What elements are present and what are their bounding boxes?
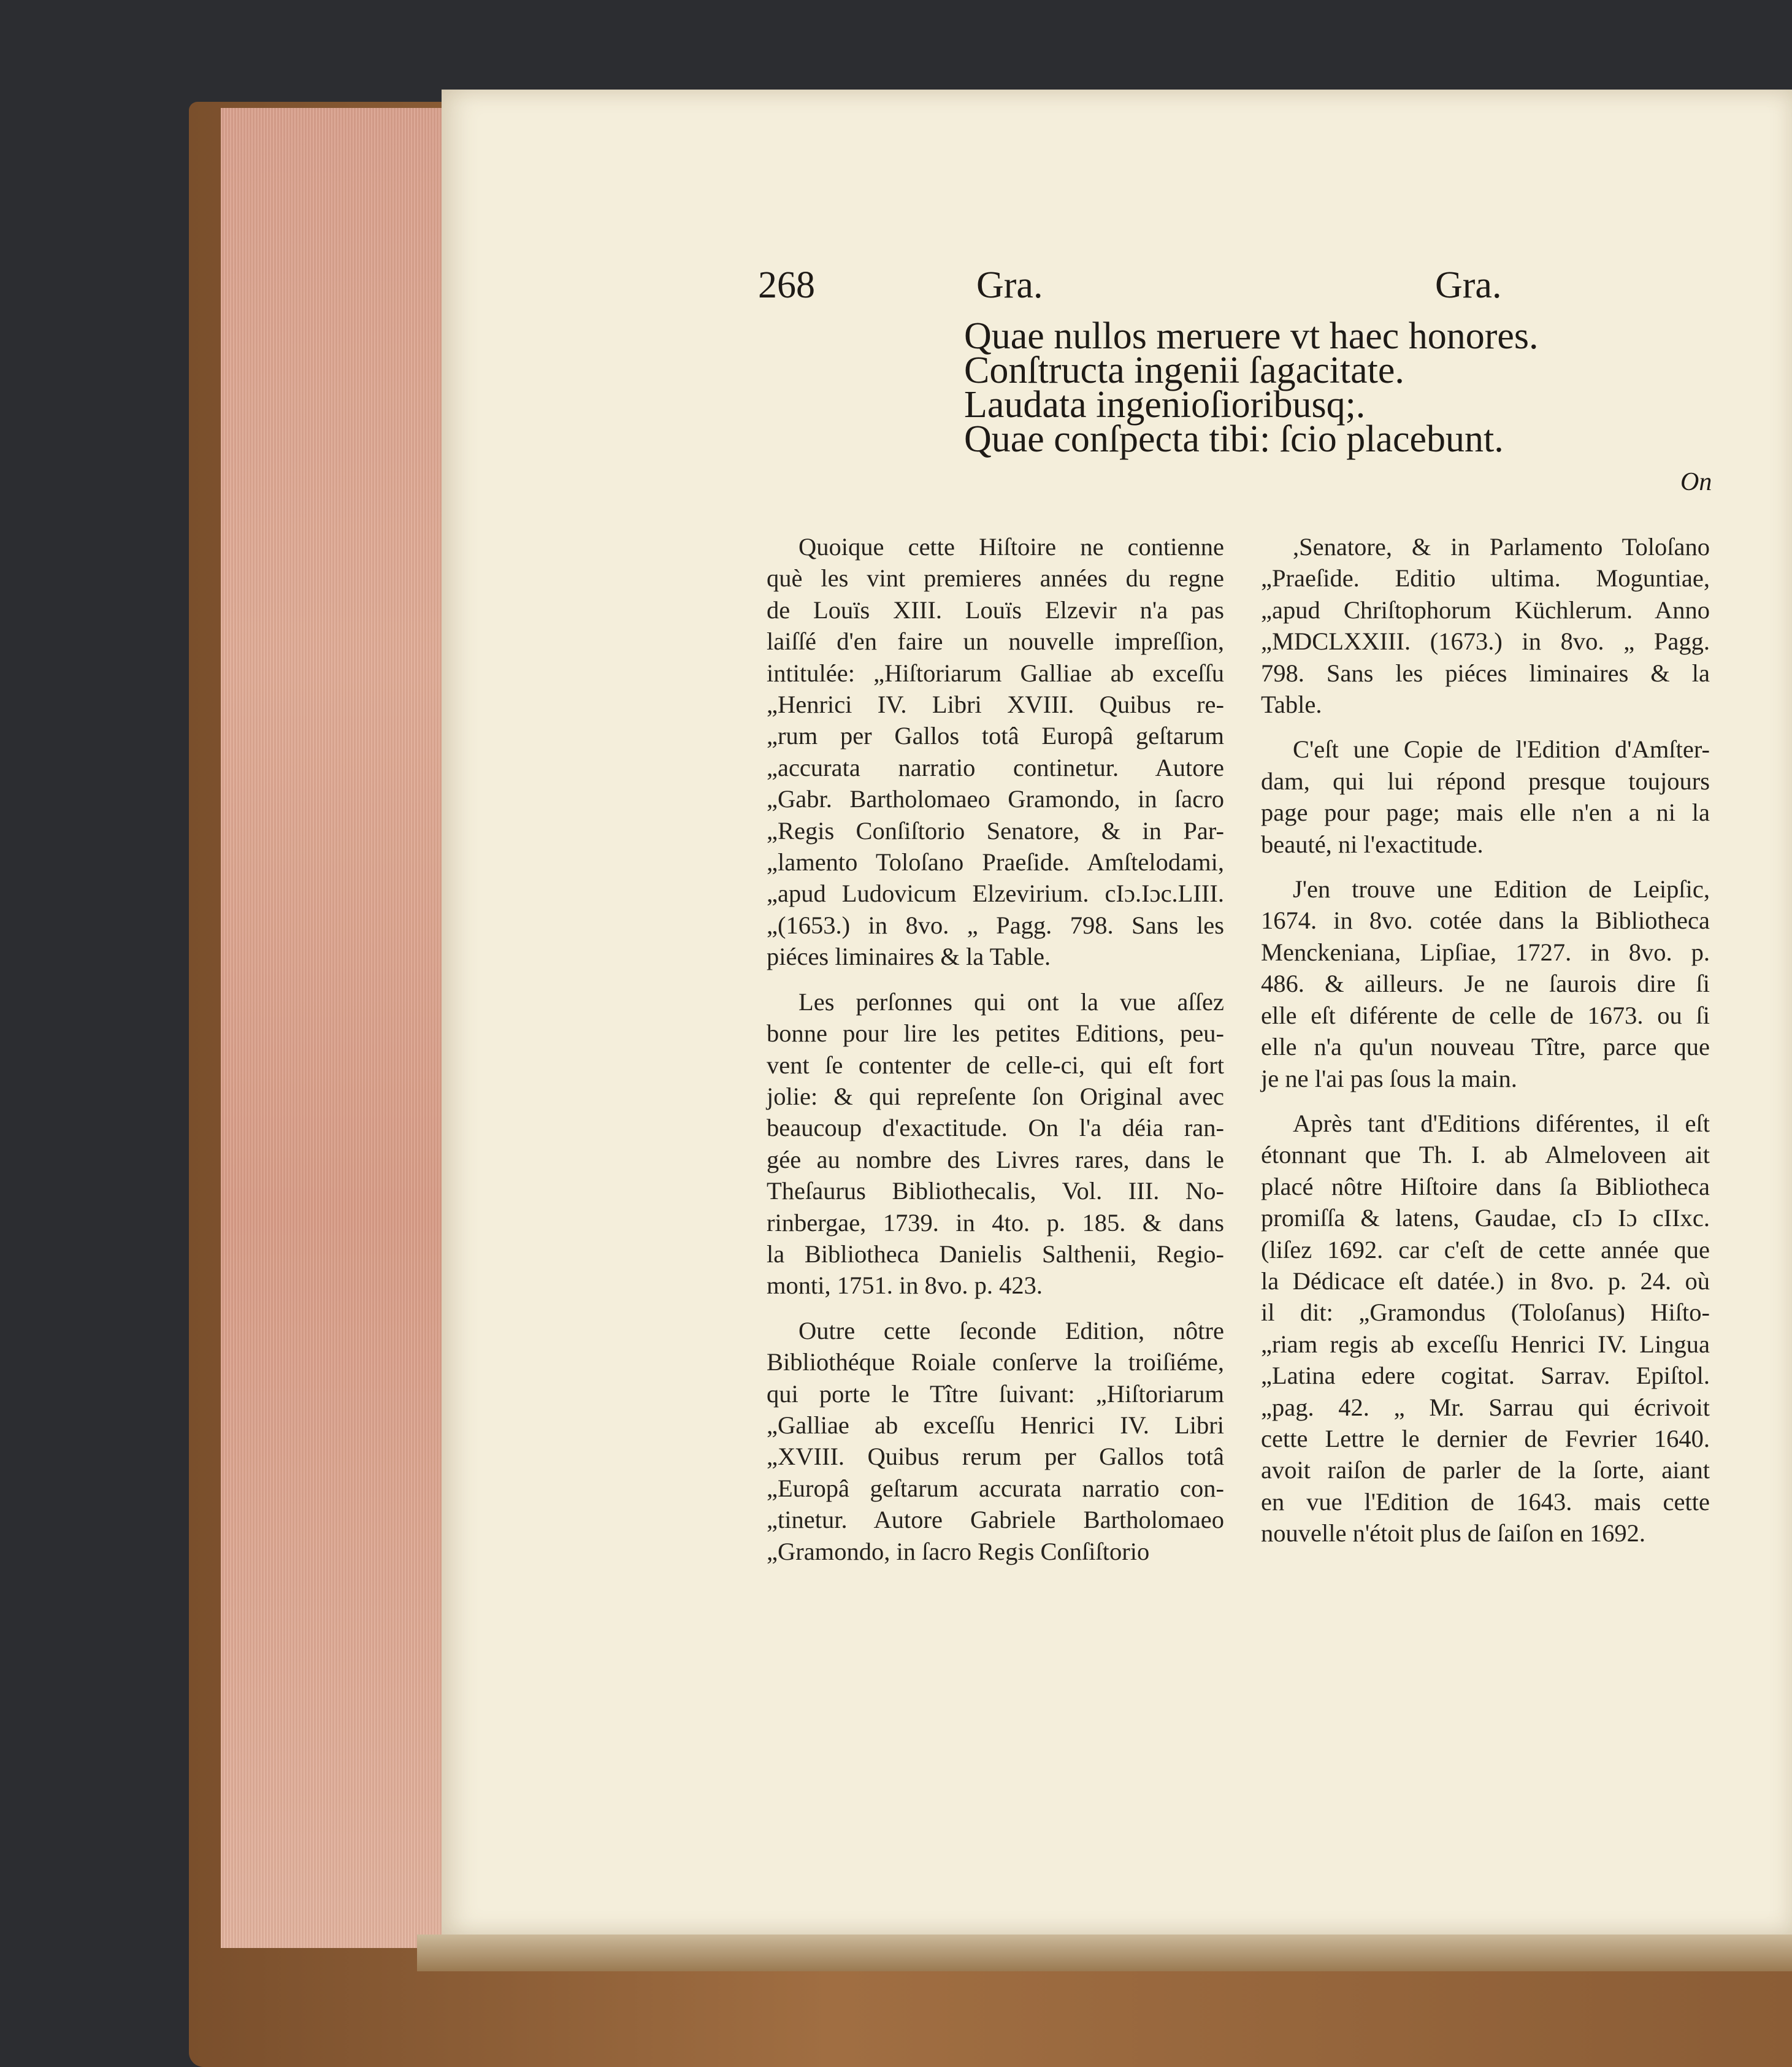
text-line: elle n'a qu'un nouveau Tître, parce que	[1261, 1033, 1710, 1061]
text-line: „lamento Toloſano Praeſide. Amſtelodami,	[767, 848, 1224, 876]
text-line: dam, qui lui répond presque toujours	[1261, 767, 1710, 795]
left-column	[767, 531, 1224, 1581]
text-line: 1674. in 8vo. cotée dans la Bibliotheca	[1261, 907, 1710, 935]
text-line: cette Lettre le dernier de Fevrier 1640.	[1261, 1424, 1710, 1452]
text-line: Les perſonnes qui ont la vue aſſez	[798, 987, 1224, 1016]
text-line: „Praeſide. Editio ultima. Moguntiae,	[1261, 564, 1710, 592]
text-line: (liſez 1692. car c'eſt de cette année que	[1261, 1235, 1710, 1264]
text-line: „accurata narratio continetur. Autore	[767, 753, 1224, 781]
text-line: „riam regis ab exceſſu Henrici IV. Lingua	[1261, 1330, 1710, 1358]
text-line: bonne pour lire les petites Editions, peu-	[767, 1019, 1224, 1048]
catchword: On	[1680, 468, 1712, 496]
text-line: monti, 1751. in 8vo. p. 423.	[767, 1271, 1043, 1300]
text-line: beaucoup d'exactitude. On l'a déia ran-	[767, 1114, 1224, 1142]
text-line: étonnant que Th. I. ab Almeloveen ait	[1261, 1141, 1710, 1169]
text-line: Après tant d'Editions diférentes, il eſt	[1293, 1109, 1710, 1137]
text-line: „Gabr. Bartholomaeo Gramondo, in ſacro	[767, 785, 1224, 813]
text-line: „MDCLXXIII. (1673.) in 8vo. „ Pagg.	[1261, 627, 1710, 656]
text-line: qui porte le Tître ſuivant: „Hiſtoriarum	[767, 1379, 1224, 1408]
text-line: en vue l'Edition de 1643. mais cette	[1261, 1487, 1710, 1516]
text-line: Table.	[1261, 691, 1322, 719]
text-line: vent ſe contenter de celle-ci, qui eſt fort	[767, 1051, 1224, 1079]
text-line: avoit raiſon de parler de la ſorte, aiant	[1261, 1456, 1710, 1484]
text-line: la Bibliotheca Danielis Salthenii, Regio-	[767, 1240, 1224, 1268]
text-line: „pag. 42. „ Mr. Sarrau qui écrivoit	[1261, 1393, 1710, 1421]
text-line: beauté, ni l'exactitude.	[1261, 830, 1484, 858]
paragraph	[1261, 873, 1710, 1094]
text-line: gée au nombre des Livres rares, dans le	[767, 1145, 1224, 1173]
verse-line: Laudata ingenioſioribusq;.	[964, 384, 1366, 426]
verse-line: Quae nullos meruere vt haec honores.	[964, 315, 1539, 357]
text-line: elle eſt diférente de celle de 1673. ou ſi	[1261, 1001, 1710, 1029]
text-line: Bibliothéque Roiale conſerve la troiſiéme,	[767, 1348, 1224, 1376]
page-edges	[221, 108, 443, 1948]
text-line: Theſaurus Bibliothecalis, Vol. III. No-	[767, 1177, 1224, 1205]
text-line: „(1653.) in 8vo. „ Pagg. 798. Sans les	[767, 911, 1224, 939]
verse-line: Quae conſpecta tibi: ſcio placebunt.	[964, 418, 1504, 460]
text-line: J'en trouve une Edition de Leipſic,	[1293, 875, 1710, 903]
text-line: „tinetur. Autore Gabriele Bartholomaeo	[767, 1506, 1224, 1534]
text-line: 486. & ailleurs. Je ne ſaurois dire ſi	[1261, 970, 1710, 998]
text-line: promiſſa & latens, Gaudae, cIɔ Iɔ cIIxc.	[1261, 1204, 1710, 1232]
text-line: piéces liminaires & la Table.	[767, 943, 1051, 971]
page-bottom-edge	[417, 1935, 1792, 1971]
running-head-right: Gra.	[1435, 264, 1502, 306]
text-line: què les vint premieres années du regne	[767, 564, 1224, 592]
text-line: „XVIII. Quibus rerum per Gallos totâ	[767, 1443, 1224, 1471]
paragraph	[767, 531, 1224, 973]
text-line: rinbergae, 1739. in 4to. p. 185. & dans	[767, 1208, 1224, 1237]
text-line: intitulée: „Hiſtoriarum Galliae ab exceſſu	[767, 659, 1224, 687]
text-line: „Henrici IV. Libri XVIII. Quibus re-	[767, 691, 1224, 719]
text-line: jolie: & qui repreſente ſon Original avec	[767, 1082, 1224, 1110]
text-line: 798. Sans les piéces liminaires & la	[1261, 659, 1710, 687]
text-line: la Dédicace eſt datée.) in 8vo. p. 24. où	[1261, 1267, 1710, 1295]
text-line: C'eſt une Copie de l'Edition d'Amſter-	[1293, 735, 1710, 764]
text-line: page pour page; mais elle n'en a ni la	[1261, 799, 1710, 827]
text-line: je ne l'ai pas ſous la main.	[1261, 1064, 1517, 1092]
paragraph	[1261, 734, 1710, 860]
text-line: „apud Ludovicum Elzevirium. cIɔ.Iɔc.LIII.	[767, 880, 1224, 908]
text-line: „Galliae ab exceſſu Henrici IV. Libri	[767, 1411, 1224, 1439]
paragraph	[767, 986, 1224, 1302]
verse-block	[964, 315, 1590, 460]
verse-line: Conſtructa ingenii ſagacitate.	[964, 350, 1404, 391]
text-line: Menckeniana, Lipſiae, 1727. in 8vo. p.	[1261, 938, 1710, 966]
text-line: nouvelle n'étoit plus de ſaiſon en 1692.	[1261, 1519, 1646, 1547]
text-line: „rum per Gallos totâ Europâ geſtarum	[767, 722, 1224, 750]
right-column	[1261, 531, 1710, 1563]
text-line: Outre cette ſeconde Edition, nôtre	[798, 1316, 1224, 1344]
text-line: „apud Chriſtophorum Küchlerum. Anno	[1261, 596, 1710, 624]
paragraph	[1261, 1108, 1710, 1549]
text-line: Quoique cette Hiſtoire ne contienne	[798, 533, 1224, 561]
text-line: „Europâ geſtarum accurata narratio con-	[767, 1474, 1224, 1502]
page-number: 268	[758, 264, 815, 306]
text-line: de Louïs XIII. Louïs Elzevir n'a pas	[767, 596, 1224, 624]
text-line: ,Senatore, & in Parlamento Toloſano	[1293, 533, 1710, 561]
paragraph	[767, 1315, 1224, 1567]
text-line: laiſſé d'en faire un nouvelle impreſſion,	[767, 627, 1224, 656]
running-head-left: Gra.	[976, 264, 1043, 306]
text-line: „Latina edere cogitat. Sarrav. Epiſtol.	[1261, 1362, 1710, 1390]
text-line: il dit: „Gramondus (Toloſanus) Hiſto-	[1261, 1298, 1710, 1327]
text-line: placé nôtre Hiſtoire dans ſa Bibliotheca	[1261, 1172, 1710, 1200]
text-line: „Regis Conſiſtorio Senatore, & in Par-	[767, 816, 1224, 845]
text-line: „Gramondo, in ſacro Regis Conſiſtorio	[767, 1537, 1150, 1565]
paragraph	[1261, 531, 1710, 720]
